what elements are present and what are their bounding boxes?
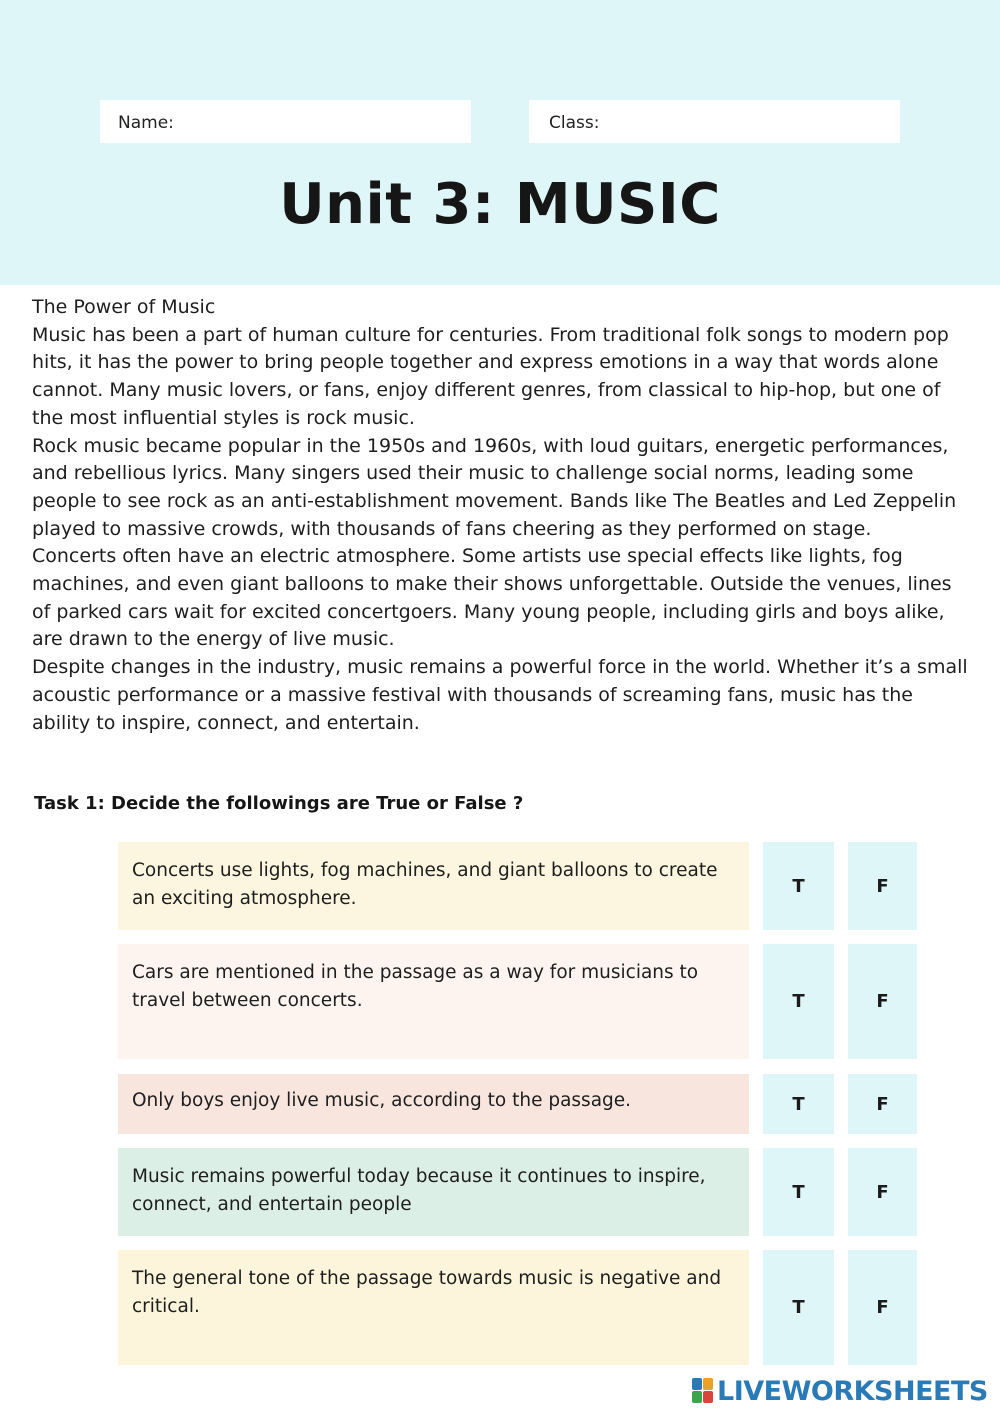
false-box[interactable] [848,944,917,1059]
task-heading: Task 1: Decide the followings are True or False ? [34,793,524,814]
passage-paragraph: Despite changes in the industry, music remains a powerful force in the world. Whether it’s a small acoustic performance or a massive festival with thousands of screaming fans, music has the ability to inspire, connect, and entertain. [32,656,968,734]
true-box[interactable] [763,842,834,930]
question-row [0,1250,1000,1365]
class-label: Class: [549,113,600,133]
false-label: F [876,1181,889,1203]
passage-paragraph: Music has been a part of human culture for centuries. From traditional folk songs to modern pop hits, it has the power to bring people together and express emotions in a way that words alone cannot. Many music lovers, or fans, enjoy different genres, from classical to hip-hop, but one of the most influential styles is rock music. [32,323,949,429]
statement-box [118,1148,749,1236]
passage-paragraph: Rock music became popular in the 1950s and 1960s, with loud guitars, energetic performances, and rebellious lyrics. Many singers used their music to challenge social norms, leading some people to see rock as an anti-establishment movement. Bands like The Beatles and Led Zeppelin played to massive crowds, with thousands of fans cheering as they performed on stage. [32,434,957,540]
liveworksheets-logo-icon [692,1378,714,1404]
false-label: F [876,1093,889,1115]
false-label: F [876,991,889,1012]
statement-box [118,944,749,1059]
name-field[interactable] [100,100,471,143]
true-box[interactable] [763,1074,834,1134]
false-label: F [876,1297,889,1318]
question-row [0,944,1000,1059]
statement-box [118,842,749,930]
statement-text: Only boys enjoy live music, according to the passage. [132,1090,632,1111]
true-label: T [792,1297,805,1318]
statement-box [118,1250,749,1365]
false-box[interactable] [848,842,917,930]
question-row [0,1074,1000,1134]
statement-text: Cars are mentioned in the passage as a way for musicians to travel between concerts. [132,962,699,1011]
question-row [0,1148,1000,1236]
false-box[interactable] [848,1250,917,1365]
page-title: Unit 3: MUSIC [279,172,721,237]
passage-heading: The Power of Music [32,296,216,318]
statement-text: The general tone of the passage towards music is negative and critical. [132,1268,722,1317]
true-label: T [792,875,805,897]
passage-paragraph: Concerts often have an electric atmosphere. Some artists use special effects like lights, fog machines, and even giant balloons to make their shows unforgettable. Outside the venues, lines of parked cars wait for excited concertgoers. Many young people, including girls and boys alike, are drawn to the energy of live music. [32,545,952,651]
true-box[interactable] [763,944,834,1059]
false-box[interactable] [848,1074,917,1134]
liveworksheets-logo[interactable] [692,1374,988,1408]
logo-text: LIVEWORKSHEETS [717,1375,988,1407]
statement-text: Concerts use lights, fog machines, and giant balloons to create an exciting atmosphere. [132,860,718,909]
true-box[interactable] [763,1250,834,1365]
question-row [0,842,1000,930]
class-field[interactable] [529,100,900,143]
true-box[interactable] [763,1148,834,1236]
false-box[interactable] [848,1148,917,1236]
false-label: F [876,875,889,897]
statement-text: Music remains powerful today because it continues to inspire, connect, and entertain people [132,1166,706,1215]
true-label: T [792,991,805,1012]
true-label: T [792,1181,805,1203]
statement-box [118,1074,749,1134]
true-label: T [792,1093,805,1115]
name-label: Name: [118,113,174,133]
reading-passage [32,294,972,737]
